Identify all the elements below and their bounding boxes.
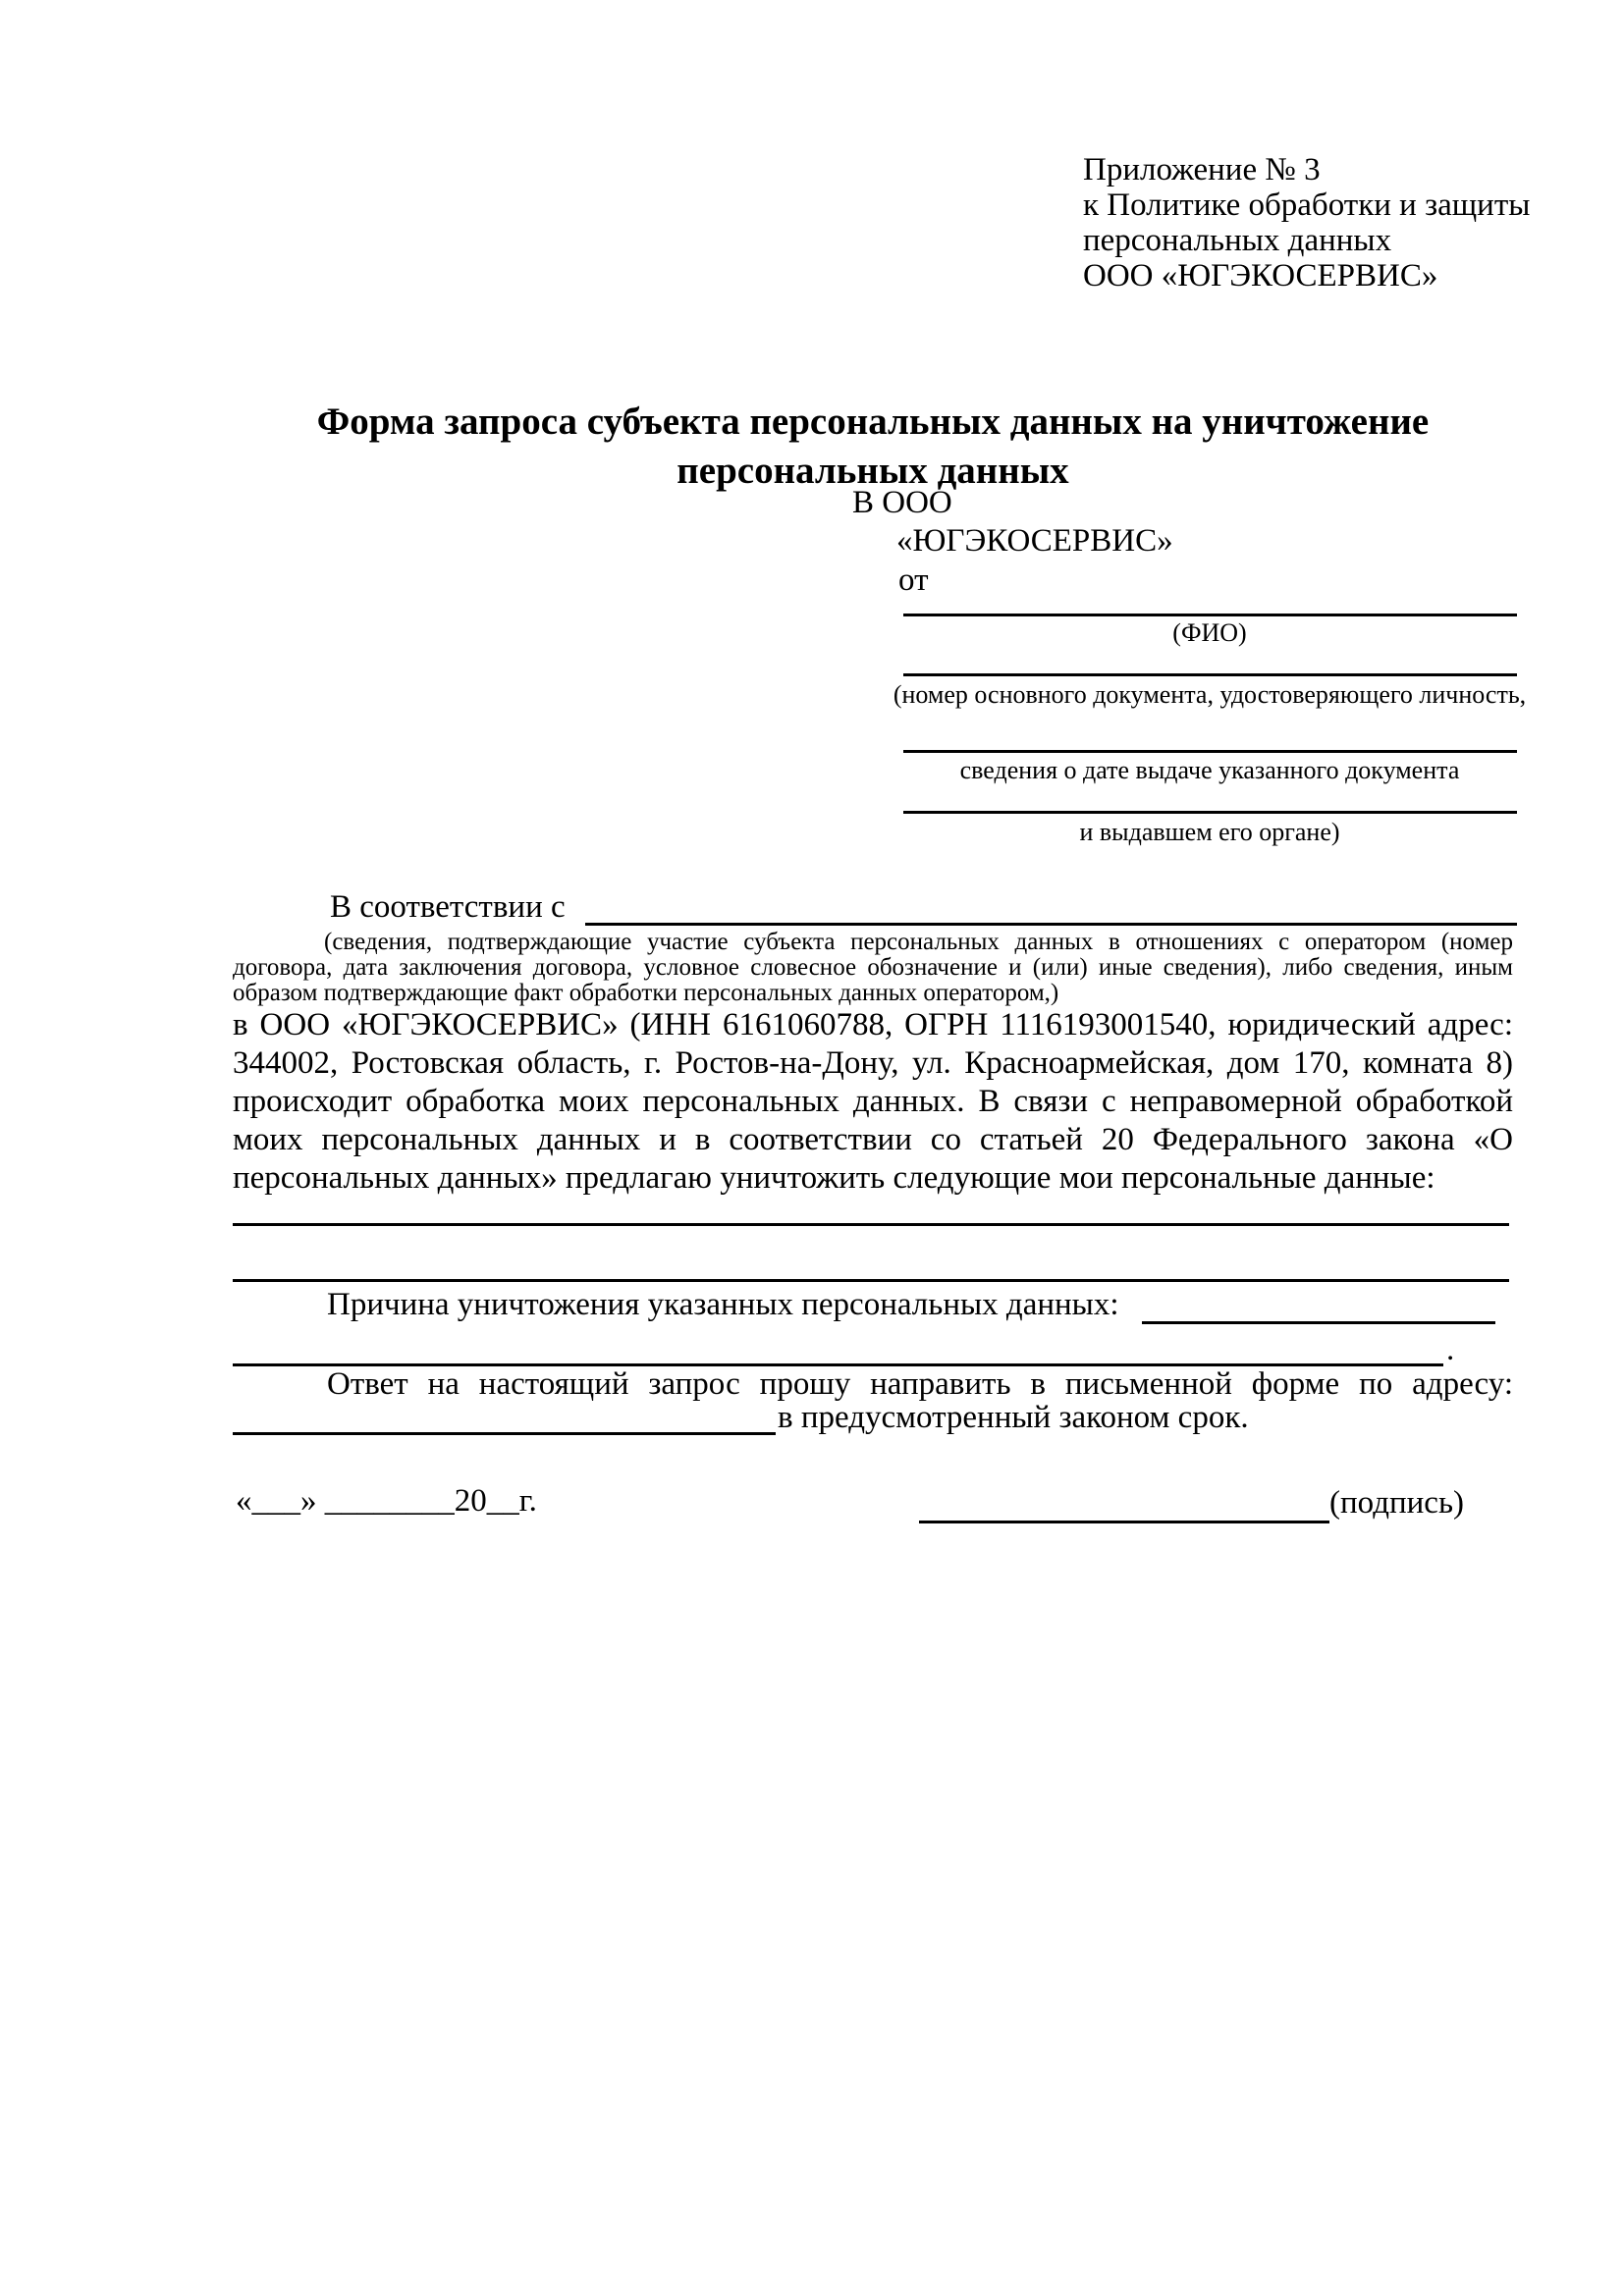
main-paragraph: в ООО «ЮГЭКОСЕРВИС» (ИНН 6161060788, ОГРН 1116193001540, юридический адрес: 344002, Ростовская область, г. Ростов-на-Дону, ул. Красноармейская, дом 170, комната 8) происходит обработка моих персональных данных. В связи с неправомерной обработкой моих персональных данных и в соответствии со статьей 20 Федерального закона «О персональных данных» предлагаю уничтожить следующие мои персональные данные:: [233, 1007, 1513, 1196]
doc-caption-2: сведения о дате выдаче указанного документа: [959, 756, 1460, 784]
date-blank: «___» ________20__г.: [236, 1483, 537, 1519]
doc-caption-3: и выдавшем его органе): [1079, 818, 1340, 846]
reason-label: Причина уничтожения указанных персональных данных:: [327, 1287, 1119, 1322]
reason-blank-line-1: [1142, 1321, 1495, 1324]
term-sentence: в предусмотренный законом срок.: [778, 1400, 1249, 1435]
signature-blank-line: [919, 1521, 1329, 1523]
note-text: (сведения, подтверждающие участие субъекта персональных данных в отношениях с оператором (номер договора, дата заключения договора, условное словесное обозначение и (или) иные сведения), либо сведения, иным образом подтверждающие факт обработки персональных данных оператором,): [233, 929, 1513, 1006]
data-blank-line-1: [233, 1223, 1509, 1226]
addressee-in-ooo: В ООО: [852, 485, 952, 520]
reason-period: .: [1446, 1332, 1455, 1367]
appendix-line: персональных данных: [1083, 223, 1392, 258]
doc-blank-line-2: [903, 750, 1517, 753]
appendix-line: ООО «ЮГЭКОСЕРВИС»: [1083, 258, 1438, 294]
accordance-blank-line: [585, 923, 1517, 926]
answer-sentence: Ответ на настоящий запрос прошу направить в письменной форме по адресу:: [327, 1366, 1513, 1402]
addressee-from-label: от: [898, 562, 929, 598]
appendix-block: [1083, 152, 1530, 294]
fio-blank-line: [903, 614, 1517, 616]
document-title: [233, 398, 1513, 496]
doc-blank-line-1: [903, 673, 1517, 676]
appendix-line: к Политике обработки и защиты: [1083, 187, 1531, 223]
document-title-line-2: персональных данных: [677, 450, 1069, 492]
fio-caption: (ФИО): [1172, 618, 1247, 647]
doc-caption-1: (номер основного документа, удостоверяющего личность,: [893, 680, 1527, 709]
accordance-label: В соответствии с: [330, 889, 566, 925]
appendix-line: Приложение № 3: [1083, 152, 1321, 187]
document-title-line-1: Форма запроса субъекта персональных данных на уничтожение: [316, 400, 1430, 443]
doc-blank-line-3: [903, 811, 1517, 814]
signature-caption: (подпись): [1329, 1485, 1464, 1521]
addressee-company: «ЮГЭКОСЕРВИС»: [896, 523, 1173, 559]
data-blank-line-2: [233, 1279, 1509, 1282]
address-blank-line: [233, 1432, 776, 1435]
